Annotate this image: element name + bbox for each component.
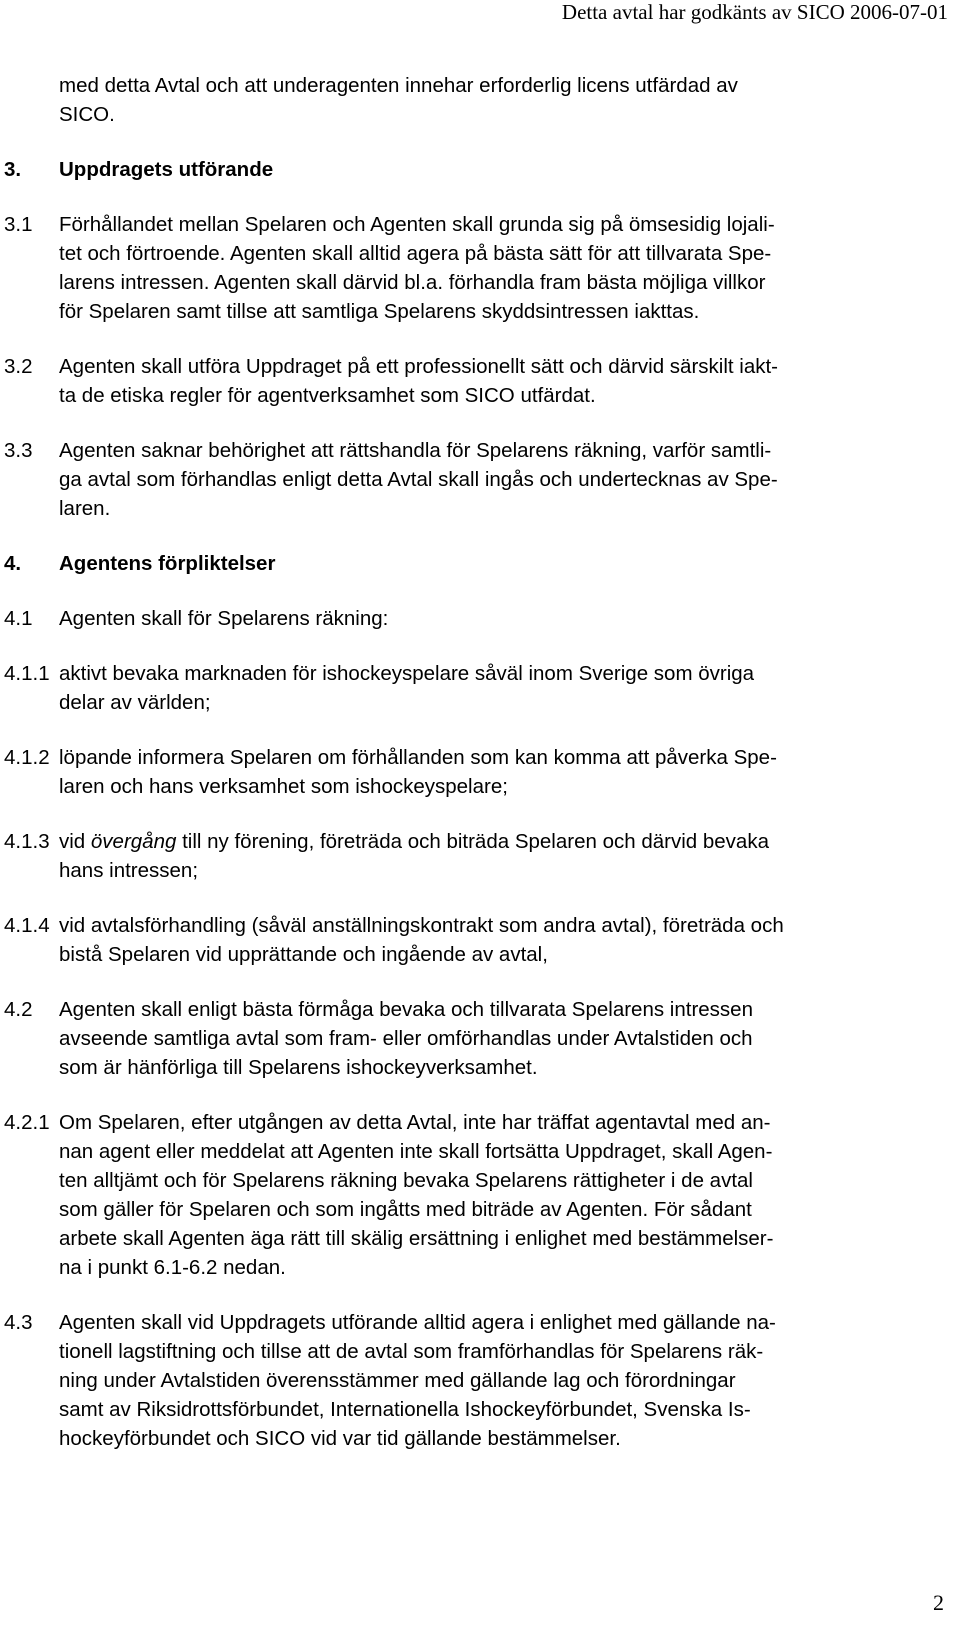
text-line: Förhållandet mellan Spelaren och Agenten skall grunda sig på ömsesidig lojali-: [59, 213, 775, 236]
text-line: samt av Riksidrottsförbundet, Internationella Ishockeyförbundet, Svenska Is-: [59, 1398, 751, 1421]
clause-4-3: [0, 1308, 960, 1453]
section-heading-3: [0, 155, 960, 184]
intro-paragraph: [0, 71, 960, 129]
clause-4-1-1: [0, 659, 960, 717]
text-line: Agenten saknar behörighet att rättshandla för Spelarens räkning, varför samtli-: [59, 439, 772, 462]
text-line: hans intressen;: [59, 859, 199, 882]
text-line: tionell lagstiftning och tillse att de avtal som framförhandlas för Spelarens räk-: [59, 1340, 764, 1363]
clause-number: 4.1.4: [4, 914, 50, 937]
clause-4-2-1: [0, 1108, 960, 1282]
clause-number: 4.1.2: [4, 746, 50, 769]
clause-number: 4.1: [4, 607, 33, 630]
clause-number: 3.1: [4, 213, 33, 236]
text-line: vid avtalsförhandling (såväl anställningskontrakt som andra avtal), företräda och: [59, 914, 784, 937]
text-line: delar av världen;: [59, 691, 211, 714]
clause-number: 4.1.3: [4, 830, 50, 853]
text-line: nan agent eller meddelat att Agenten inte skall fortsätta Uppdraget, skall Agen-: [59, 1140, 773, 1163]
section-heading-4: [0, 549, 960, 578]
section-number: 4.: [4, 552, 22, 575]
text-line: ten alltjämt och för Spelarens räkning bevaka Spelarens rättigheter i de avtal: [59, 1169, 753, 1192]
text-line: na i punkt 6.1-6.2 nedan.: [59, 1256, 286, 1279]
text-line: hockeyförbundet och SICO vid var tid gällande bestämmelser.: [59, 1427, 621, 1450]
text-line: larens intressen. Agenten skall därvid bl.a. förhandla fram bästa möjliga villkor: [59, 271, 766, 294]
text-line: som gäller för Spelaren och som ingåtts med biträde av Agenten. För sådant: [59, 1198, 752, 1221]
clause-3-2: [0, 352, 960, 410]
clause-3-3: [0, 436, 960, 523]
clause-4-1-2: [0, 743, 960, 801]
text-line: tet och förtroende. Agenten skall alltid agera på bästa sätt för att tillvarata Spe-: [59, 242, 772, 265]
clause-4-1-3: [0, 827, 960, 885]
section-title: Uppdragets utförande: [59, 158, 274, 181]
clause-4-2: [0, 995, 960, 1082]
clause-number: 3.3: [4, 439, 33, 462]
text-line: för Spelaren samt tillse att samtliga Spelarens skyddsintressen iakttas.: [59, 300, 700, 323]
clause-4-1: [0, 604, 960, 633]
clause-number: 4.3: [4, 1311, 33, 1334]
text-line: arbete skall Agenten äga rätt till skälig ersättning i enlighet med bestämmelser-: [59, 1227, 774, 1250]
document-body: [0, 68, 960, 1453]
page-number: 2: [933, 1590, 944, 1615]
text-line: ga avtal som förhandlas enligt detta Avtal skall ingås och undertecknas av Spe-: [59, 468, 778, 491]
text-line: som är hänförliga till Spelarens ishockeyverksamhet.: [59, 1056, 538, 1079]
text-line: ta de etiska regler för agentverksamhet som SICO utfärdat.: [59, 384, 596, 407]
clause-number: 4.2: [4, 998, 33, 1021]
text-line: Agenten skall för Spelarens räkning:: [59, 607, 389, 630]
text-line: Agenten skall enligt bästa förmåga bevaka och tillvarata Spelarens intressen: [59, 998, 753, 1021]
clause-3-1: [0, 210, 960, 326]
text-line: laren och hans verksamhet som ishockeyspelare;: [59, 775, 508, 798]
text-line: Agenten skall utföra Uppdraget på ett professionellt sätt och därvid särskilt iakt-: [59, 355, 779, 378]
text-line: [59, 827, 939, 856]
text-fragment: vid: [59, 830, 91, 853]
text-line: med detta Avtal och att underagenten innehar erforderlig licens utfärdad av: [59, 74, 738, 97]
page-header: Detta avtal har godkänts av SICO 2006-07-01: [561, 0, 948, 24]
text-line: SICO.: [59, 103, 115, 126]
text-line: ning under Avtalstiden överensstämmer med gällande lag och förordningar: [59, 1369, 736, 1392]
clause-4-1-4: [0, 911, 960, 969]
text-line: avseende samtliga avtal som fram- eller omförhandlas under Avtalstiden och: [59, 1027, 753, 1050]
clause-number: 4.1.1: [4, 662, 50, 685]
text-line: Om Spelaren, efter utgången av detta Avtal, inte har träffat agentavtal med an-: [59, 1111, 771, 1134]
clause-number: 4.2.1: [4, 1111, 50, 1134]
text-line: Agenten skall vid Uppdragets utförande alltid agera i enlighet med gällande na-: [59, 1311, 776, 1334]
text-line: aktivt bevaka marknaden för ishockeyspelare såväl inom Sverige som övriga: [59, 662, 755, 685]
section-title: Agentens förpliktelser: [59, 552, 276, 575]
section-number: 3.: [4, 158, 22, 181]
clause-number: 3.2: [4, 355, 33, 378]
text-fragment: till ny förening, företräda och biträda Spelaren och därvid bevaka: [176, 830, 769, 853]
italic-term: övergång: [90, 830, 177, 853]
text-line: löpande informera Spelaren om förhållanden som kan komma att påverka Spe-: [59, 746, 777, 769]
text-line: bistå Spelaren vid upprättande och ingående av avtal,: [59, 943, 548, 966]
text-line: laren.: [59, 497, 111, 520]
